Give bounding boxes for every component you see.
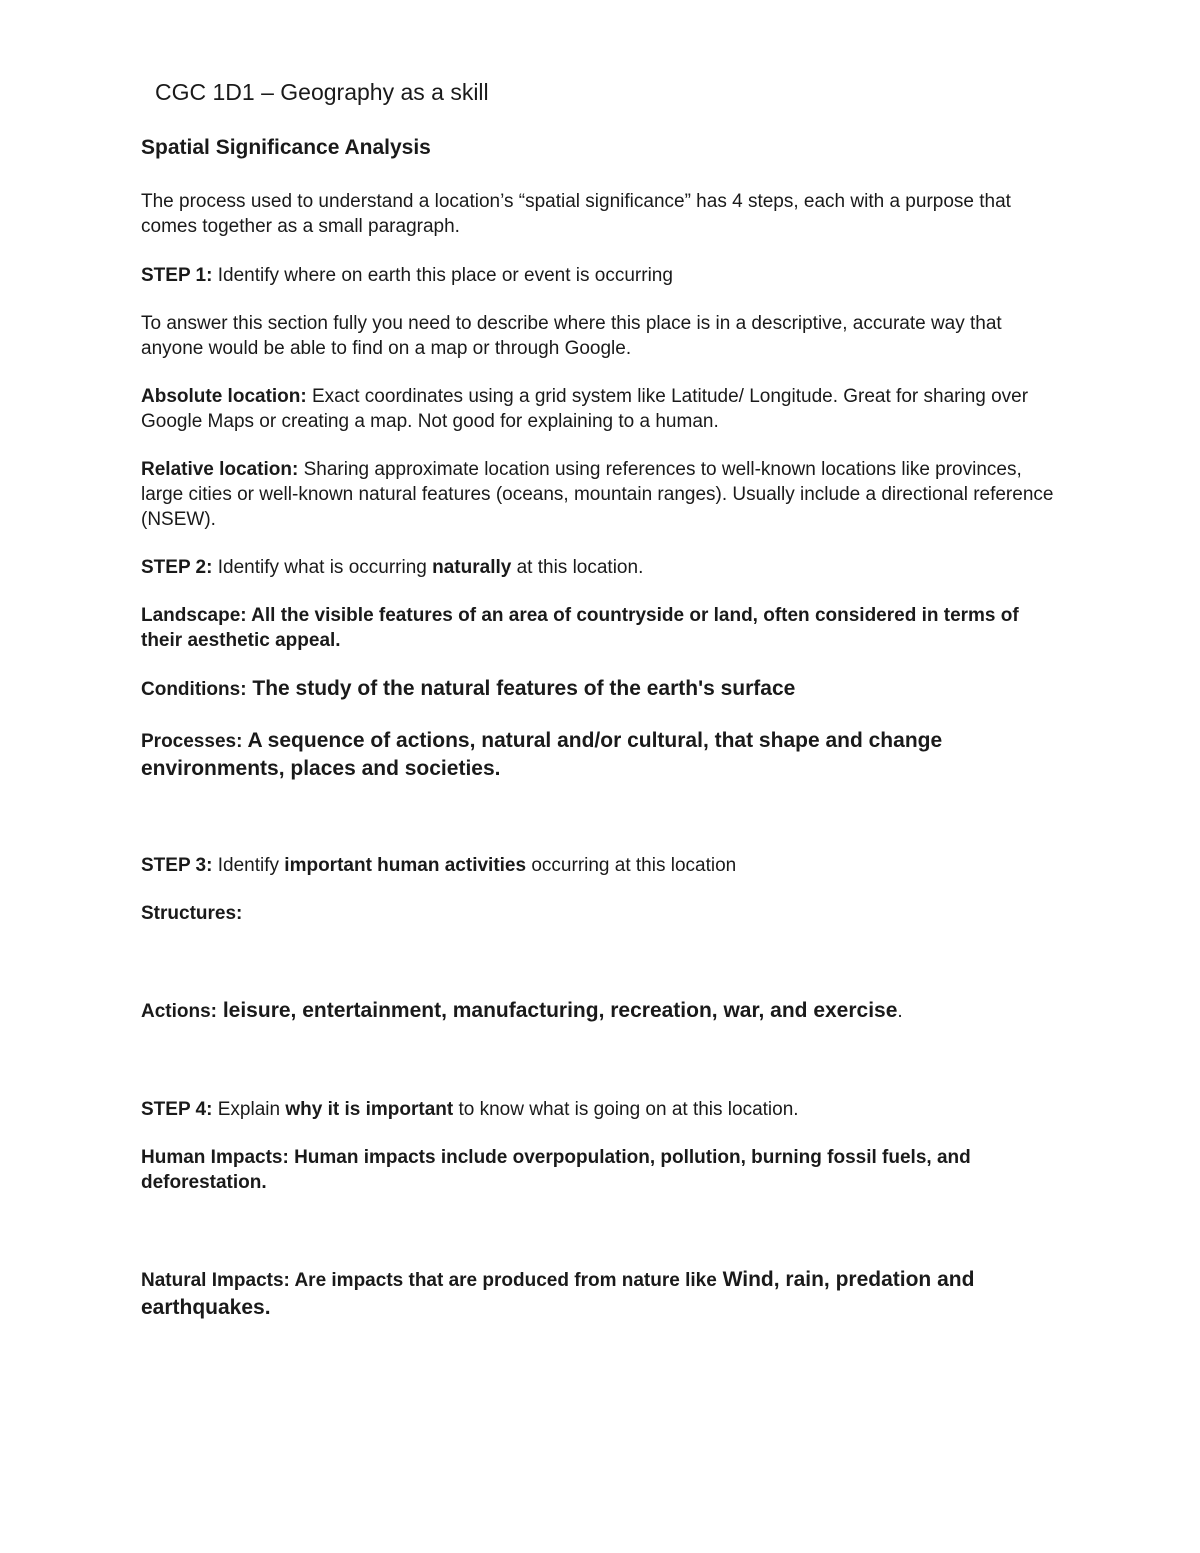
step4-text-after: to know what is going on at this location. (453, 1099, 799, 1120)
relative-location-text: Sharing approximate location using references to well-known locations like provinces, large cities or well-known natural features (oceans, mountain ranges). Usually include a directional reference (NSEW). (141, 459, 1054, 530)
step3-text-after: occurring at this location (526, 855, 737, 876)
processes-paragraph (141, 727, 1061, 783)
actions-text: leisure, entertainment, manufacturing, recreation, war, and exercise (217, 999, 898, 1022)
natural-impacts-paragraph (141, 1266, 1061, 1322)
absolute-location-text: Exact coordinates using a grid system like Latitude/ Longitude. Great for sharing over Google Maps or creating a map. Not good for explaining to a human. (141, 386, 1029, 432)
step3-emphasis: important human activities (284, 855, 527, 876)
actions-period: . (897, 1001, 903, 1022)
step1-label: STEP 1: (141, 265, 213, 286)
actions-paragraph (141, 998, 1061, 1024)
conditions-text: The study of the natural features of the earth's surface (246, 677, 796, 700)
natural-impacts-label: Natural Impacts: Are impacts that are produced from nature like (141, 1270, 717, 1291)
processes-text: A sequence of actions, natural and/or cultural, that shape and change environments, places and societies. (141, 729, 943, 780)
document-title: CGC 1D1 – Geography as a skill (155, 79, 489, 105)
step3-label: STEP 3: (141, 855, 213, 876)
step1-heading (141, 263, 1061, 288)
processes-label: Processes: (141, 731, 243, 752)
step1-instructions: To answer this section fully you need to describe where this place is in a descriptive, accurate way that anyone would be able to find on a map or through Google. (141, 313, 1002, 359)
natural-impacts-text: Wind, rain, predation and earthquakes. (141, 1268, 975, 1319)
step1-text: Identify where on earth this place or event is occurring (212, 265, 673, 286)
step2-text-before: Identify what is occurring (212, 557, 433, 578)
relative-location-label: Relative location: (141, 459, 299, 480)
step4-text-before: Explain (212, 1099, 286, 1120)
conditions-paragraph (141, 676, 1061, 702)
step3-text-before: Identify (212, 855, 285, 876)
step2-text-after: at this location. (511, 557, 644, 578)
step3-heading (141, 853, 1061, 878)
intro-paragraph: The process used to understand a location’s “spatial significance” has 4 steps, each with a purpose that comes together as a small paragraph. (141, 191, 1011, 237)
absolute-location-paragraph (141, 384, 1061, 434)
conditions-label: Conditions: (141, 679, 247, 700)
step4-label: STEP 4: (141, 1099, 213, 1120)
human-impacts-paragraph: Human Impacts: Human impacts include overpopulation, pollution, burning fossil fuels, and deforestation. (141, 1147, 971, 1193)
step2-label: STEP 2: (141, 557, 213, 578)
section-title: Spatial Significance Analysis (141, 136, 431, 159)
relative-location-paragraph (141, 457, 1061, 532)
step2-emphasis: naturally (432, 557, 512, 578)
step4-heading (141, 1097, 1061, 1122)
absolute-location-label: Absolute location: (141, 386, 307, 407)
step2-heading (141, 555, 1061, 580)
structures-label: Structures: (141, 903, 243, 924)
step4-emphasis: why it is important (285, 1099, 454, 1120)
landscape-paragraph: Landscape: All the visible features of an area of countryside or land, often considered in terms of their aesthetic appeal. (141, 605, 1019, 651)
actions-label: Actions: (141, 1001, 217, 1022)
